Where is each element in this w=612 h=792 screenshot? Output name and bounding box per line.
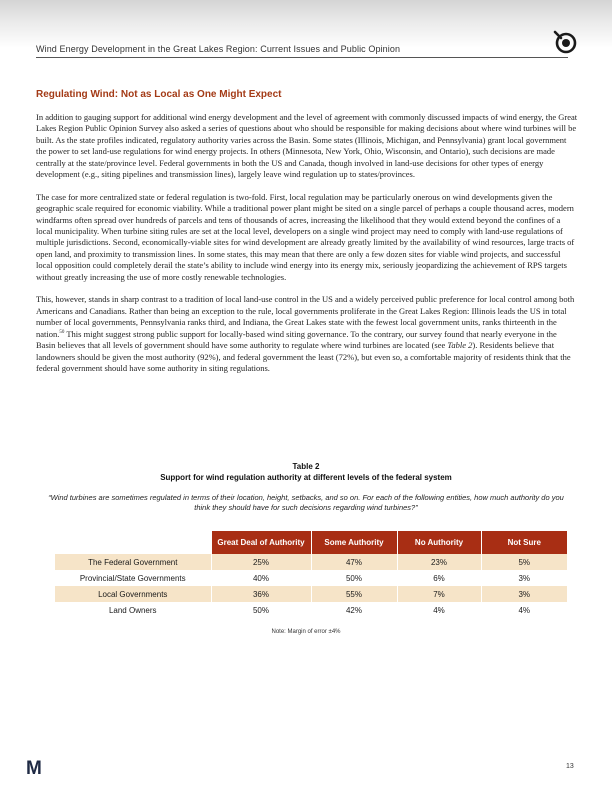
table-caption	[36, 461, 576, 483]
table-cell: 42%	[311, 602, 397, 618]
paragraph-3-part-3: ). Residents believe that landowners should be given the most authority (92%), and federal government the least (72%), but even so, a comfortable majority of residents think that the federal government should have some authority in siting regulations.	[36, 340, 571, 373]
table-row	[55, 602, 567, 618]
table-cell: 47%	[311, 554, 397, 570]
column-header: Not Sure	[481, 531, 567, 554]
table-cell: 25%	[211, 554, 311, 570]
row-label: Land Owners	[55, 602, 211, 618]
table-title: Support for wind regulation authority at different levels of the federal system	[160, 473, 452, 482]
margin-of-error-note: Note: Margin of error ±4%	[271, 629, 341, 635]
table-row	[55, 554, 567, 570]
survey-question: “Wind turbines are sometimes regulated in terms of their location, height, setbacks, and so on. For each of the following entities, how much authority do you think they should have for such decisions regarding wind turbines?”	[48, 493, 564, 512]
section-heading: Regulating Wind: Not as Local as One Might Expect	[36, 89, 282, 100]
column-header: No Authority	[397, 531, 481, 554]
header-rule	[36, 57, 568, 58]
table-cell: 36%	[211, 586, 311, 602]
running-header-title: Wind Energy Development in the Great Lakes Region: Current Issues and Public Opinion	[36, 44, 401, 54]
table-cell: 4%	[481, 602, 567, 618]
page-number: 13	[566, 763, 574, 770]
table-reference: Table 2	[447, 340, 473, 351]
table-cell: 4%	[397, 602, 481, 618]
paragraph-3-part-2: This might suggest strong public support for locally-based wind siting governance. To the contrary, our survey found that nearly everyone in the Basin believes that all levels of government should have some authority to regulate where wind turbines are located (see	[36, 328, 557, 351]
row-label: Provincial/State Governments	[55, 570, 211, 586]
table-cell: 6%	[397, 570, 481, 586]
paragraph-1: In addition to gauging support for additional wind energy development and the level of agreement with commonly discussed impacts of wind energy, the Great Lakes Region Public Opinion Survey also asked a series of questions about who should be responsible for making decisions about where wind turbines will be built. As the state profiles indicated, regulatory authority varies across the Basin. Some states (Illinois, Michigan, and Pennsylvania) grant local government the power to set land-use regulations for wind energy projects. In others (Minnesota, New York, Ohio, Wisconsin, and Ontario), such decisions are made centrally at the state/province level. Federal governments in both the US and Canada, though involved in land-use decisions for other types of energy development (e.g., siting pipelines and transmission lines), largely leave wind regulation up to states/provinces.	[36, 112, 578, 180]
column-header: Some Authority	[311, 531, 397, 554]
table-cell: 40%	[211, 570, 311, 586]
paragraph-2: The case for more centralized state or federal regulation is two-fold. First, local regulation may be particularly onerous on wind developments given the geographic scale required for economic viability. While a traditional power plant might be sited on a single parcel of perhaps a couple thousand acres, modern windfarms often spread over hundreds of parcels and tens of thousands of acres, increasing the likelihood that they would extend beyond the confines of a local municipality. When turbine siting rules are set at the local level, developers on a single wind project may need to comply with land-use regulations of multiple jurisdictions. Second, economically-viable sites for wind development are already greatly limited by the availability of wind resources, large tracts of open land, and proximity to transmission lines. In some states, this may mean that there are only a few dozen sites for viable wind projects, and successful local opposition could completely derail the state’s ability to include wind energy into its energy mix, seriously jeopardizing the achievement of RPS targets without greatly increasing the use of more costly renewable technologies.	[36, 191, 575, 282]
table-cell: 50%	[311, 570, 397, 586]
column-header: Great Deal of Authority	[211, 531, 311, 554]
footnote-marker: 50	[59, 329, 65, 335]
target-ring-icon	[552, 29, 578, 55]
table-cell: 3%	[481, 586, 567, 602]
table-cell: 7%	[397, 586, 481, 602]
row-label: The Federal Government	[55, 554, 211, 570]
table-label: Table 2	[292, 462, 320, 471]
paragraph-3	[36, 294, 578, 374]
table-row	[55, 586, 567, 602]
table-cell: 3%	[481, 570, 567, 586]
table-cell: 23%	[397, 554, 481, 570]
header-band	[0, 0, 612, 48]
paragraph-3-part-1: This, however, stands in sharp contrast to a tradition of local land-use control in the US and a widely perceived public preference for local control among both Americans and Canadians. Rather than being an exception to the rule, local governments proliferate in the Great Lakes Region: Illinois leads the US in total number of local governments, Pennsylvania ranks third, and Indiana, the Great Lakes state with the fewest local government units, ranks thirteenth in the nation.	[36, 294, 575, 339]
header-blank-cell	[55, 531, 211, 554]
table-cell: 50%	[211, 602, 311, 618]
table-row	[55, 570, 567, 586]
table-cell: 55%	[311, 586, 397, 602]
row-label: Local Governments	[55, 586, 211, 602]
table-cell: 5%	[481, 554, 567, 570]
university-logo: M	[26, 758, 41, 779]
body-text	[36, 112, 578, 386]
authority-table	[55, 531, 567, 618]
